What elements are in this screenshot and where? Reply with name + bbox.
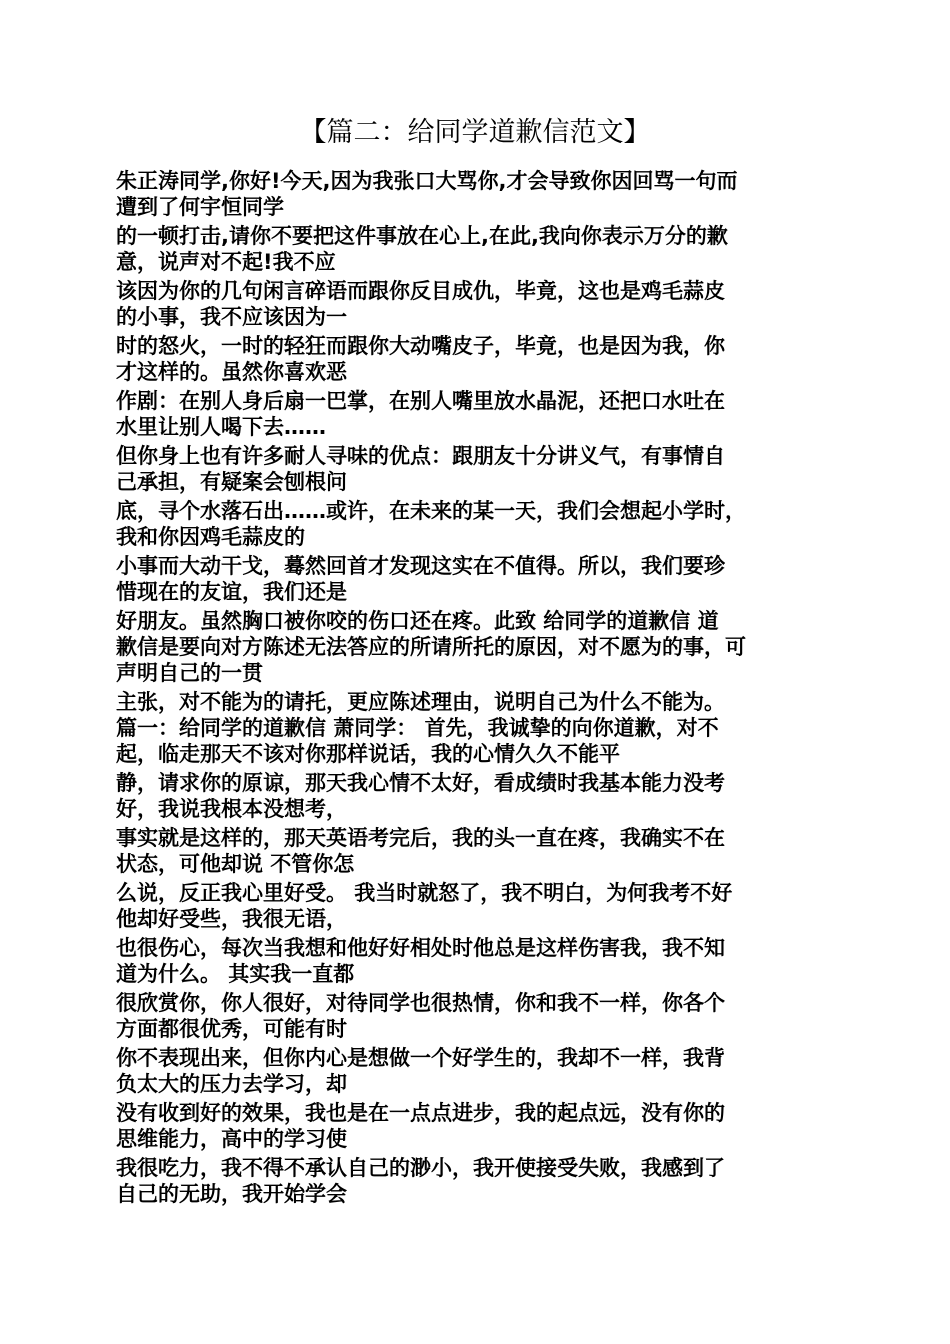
paragraph	[116, 443, 836, 495]
text-line: 我和你因鸡毛蒜皮的	[116, 525, 305, 549]
text-line: 静，请求你的原谅，那天我心情不太好，看成绩时我基本能力没考	[116, 771, 725, 795]
text-line: 起，临走那天不该对你那样说话，我的心情久久不能平	[116, 742, 620, 766]
text-line: 很欣赏你，你人很好，对待同学也很热情，你和我不一样，你各个	[116, 991, 725, 1015]
text-line: 才这样的。虽然你喜欢恶	[116, 360, 347, 384]
text-line: 朱正涛同学,你好!今天,因为我张口大骂你,才会导致你因回骂一句而	[116, 169, 738, 193]
paragraph	[116, 223, 836, 275]
document-title: 【篇二：给同学道歉信范文】	[299, 117, 651, 148]
paragraph	[116, 935, 836, 987]
paragraph	[116, 689, 836, 767]
paragraph	[116, 388, 836, 440]
text-line: 你不表现出来，但你内心是想做一个好学生的，我却不一样，我背	[116, 1046, 725, 1070]
paragraph	[116, 168, 836, 220]
paragraph	[116, 608, 836, 686]
text-line: 的小事，我不应该因为一	[116, 305, 347, 329]
paragraph	[116, 498, 836, 550]
text-line: 负太大的压力去学习，却	[116, 1072, 347, 1096]
text-line: 也很伤心，每次当我想和他好好相处时他总是这样伤害我，我不知	[116, 936, 725, 960]
text-line: 方面都很优秀，可能有时	[116, 1017, 347, 1041]
text-line: 他却好受些，我很无语，	[116, 907, 347, 931]
text-line: 好朋友。虽然胸口被你咬的伤口还在疼。此致 给同学的道歉信 道	[116, 609, 719, 633]
paragraph	[116, 1045, 836, 1097]
paragraph	[116, 990, 836, 1042]
text-line: 我很吃力，我不得不承认自己的渺小，我开使接受失败，我感到了	[116, 1156, 725, 1180]
text-line: 状态，可他却说 不管你怎	[116, 852, 355, 876]
text-line: 没有收到好的效果，我也是在一点点进步，我的起点远，没有你的	[116, 1101, 725, 1125]
paragraph	[116, 880, 836, 932]
text-line: 小事而大动干戈，蓦然回首才发现这实在不值得。所以，我们要珍	[116, 554, 725, 578]
text-line: 作剧：在别人身后扇一巴掌，在别人嘴里放水晶泥，还把口水吐在	[116, 389, 725, 413]
paragraph	[116, 770, 836, 822]
text-line: 主张，对不能为的请托，更应陈述理由，说明自己为什么不能为。	[116, 690, 725, 714]
text-line: 么说，反正我心里好受。 我当时就怒了，我不明白，为何我考不好	[116, 881, 733, 905]
paragraph	[116, 553, 836, 605]
text-line: 的一顿打击,请你不要把这件事放在心上,在此,我向你表示万分的歉	[116, 224, 728, 248]
document-body	[116, 168, 836, 1210]
text-line: 思维能力，高中的学习使	[116, 1127, 347, 1151]
text-line: 歉信是要向对方陈述无法答应的所请所托的原因，对不愿为的事，可	[116, 635, 746, 659]
text-line: 意，说声对不起!我不应	[116, 250, 336, 274]
paragraph	[116, 1155, 836, 1207]
text-line: 惜现在的友谊，我们还是	[116, 580, 347, 604]
text-line: 时的怒火，一时的轻狂而跟你大动嘴皮子，毕竟，也是因为我，你	[116, 334, 725, 358]
text-line: 道为什么。 其实我一直都	[116, 962, 355, 986]
text-line: 底，寻个水落石出……或许，在未来的某一天，我们会想起小学时，	[116, 499, 746, 523]
paragraph	[116, 1100, 836, 1152]
text-line: 该因为你的几句闲言碎语而跟你反目成仇，毕竟，这也是鸡毛蒜皮	[116, 279, 725, 303]
text-line: 篇一：给同学的道歉信 萧同学： 首先，我诚挚的向你道歉，对不	[116, 716, 719, 740]
paragraph	[116, 278, 836, 330]
text-line: 但你身上也有许多耐人寻味的优点：跟朋友十分讲义气，有事情自	[116, 444, 725, 468]
paragraph	[116, 333, 836, 385]
paragraph	[116, 825, 836, 877]
text-line: 事实就是这样的，那天英语考完后，我的头一直在疼，我确实不在	[116, 826, 725, 850]
text-line: 好，我说我根本没想考，	[116, 797, 347, 821]
text-line: 己承担，有疑案会刨根问	[116, 470, 347, 494]
text-line: 自己的无助，我开始学会	[116, 1182, 347, 1206]
text-line: 水里让别人喝下去……	[116, 415, 326, 439]
text-line: 遭到了何宇恒同学	[116, 195, 284, 219]
text-line: 声明自己的一贯	[116, 661, 263, 685]
